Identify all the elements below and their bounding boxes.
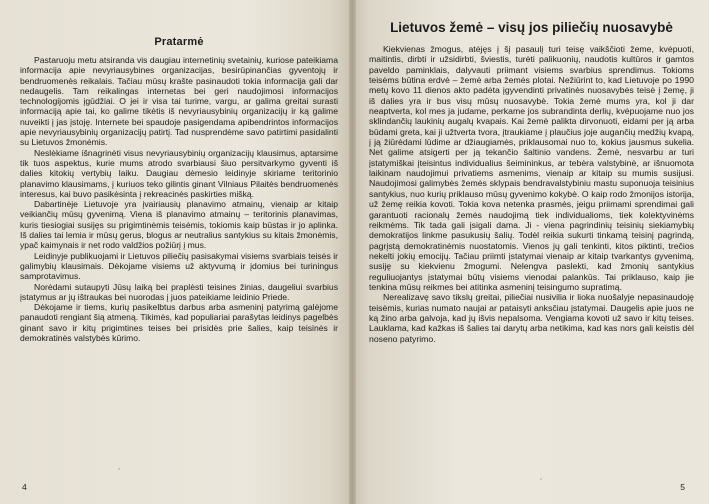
right-page-number: 5 bbox=[680, 482, 685, 492]
right-page bbox=[352, 0, 709, 504]
left-page bbox=[0, 0, 352, 504]
right-paragraph-2: Nerealizavę savo tikslų greitai, piliečiai nusivilia ir lioka nuošalyje nepasinaudoję teisėmis, kurias numato naujai ar pataisyti anksčiau įstatymai. Daugelis apie juos ne ką žino arba galvoja, kad jų išvis nepalsoma. Vengiama kovoti už savo ir kitų teises. Lauklama, kad kažkas iš šalies tai darytų arba netikima, kad kas nors gali keistis dėl noseno patyrimo. bbox=[369, 292, 694, 344]
left-page-number: 4 bbox=[22, 482, 27, 492]
right-paragraph-1: Kiekvienas žmogus, atėjęs į šį pasaulį turi teisę vaikščioti žeme, kvėpuoti, maitintis, dirbti ir užsidirbti, šviestis, turėti palikuonių, naudotis kultūros ir gamtos paveldo paminklais, dalyvauti priimant visiems svarbius sprendimus. Tokioms teisėms būtina erdvė – žemė arba žemės plotai. Nežiūrint to, kad Lietuvoje po 1990 metų kovo 11 dienos akto padėta įgyvendinti privatinės nuosavybės teisė į žemę, ji iš dalies yra ir bus visų mūsų nuosavybė. Tokia žemė mums yra, kol ji dar neaptverta, kol mes ja judame, perkame jos subrandinta derlių, kvėpuojame nuo jos sklindančių laukinių augalų kvapais. Kai žemė palikta dirvonuoti, eidami per ją arba būdami greta, kai ji užtverta tvora, įtraukiame į plaučius joje augančių medžių kvapą, į ją žiūrėdami lūdime ar džiaugiamės, priklausomai nuo to, kokius jausmus sukelia. Net galime atsigerti per ją tekančio šaltinio vandens. Žemė, nesvarbu ar turi įstatymiškai įteisintus individualius šeimininkus, ar tebėra valstybinė, ar išnuomota laikinam naudojimui privatiems asmenims, vienaip ar kitaip su mumis susijusi. Naudojimosi galimybės žemės sklypais bendravalstybiniu mastu suponuoja teisinius santykius, nuo kurių priklauso mūsų gyvenimo kokybė. O kaip rodo žmonijos istorija, už žemę reikia kovoti. Tokia kova netenka prasmės, jeigu priimami sprendimai gali garantuoti racionalų žemės naudojimą tiek individualioms, tiek kolektyvinėms reikmėms. Tik tada gali įsigali dama. Ji - viena pagrindinių teisinių siekiamybių demokratijos linkme pasukusių šalių. Todėl reikia sukurti tinkamą teisinį pagrindą, pagrįstą demokratinėmis nuostatomis. Vienos jų gali tenkinti, kitos piktinti, trečios nekelti jokių emocijų. Tačiau priimti įstatymai vienaip ar kitaip tvarkantys gyvenimą, susiję su kiekvienu žmogumi. Nelengva paslekti, kad žmonių santykius reguliuojantys įstatymai būtų visiems vienodai palankūs. Tai priklauso, kaip jie tenkina mūsų reikmes bei atitinka asmeninį teisingumo supratimą. bbox=[369, 44, 694, 292]
left-paragraph-2: Neslėkiame išnagrinėti visus nevyriausybinių organizacijų klausimus, aptarsime tik tuos aspektus, kurie mums atrodo svarbiausi šiuo persitvarkymo gyventi iš dalies kitokių vertybių laiku. Daugiau dėmesio leidinyje skiriame teritorinio planavimo klausimams, į kuriuos teko gilintis ginant Vilniaus Pilaitės bendruomenės interesus, kai buvo pasikėsinta į rekreacinės paskirties mišką. bbox=[20, 147, 338, 199]
paper-speck bbox=[118, 468, 120, 470]
left-paragraph-1: Pastaruoju metu atsiranda vis daugiau internetinių svetainių, kuriose pateikiama informacija apie nevyriausybines organizacijas, besirūpinančias gyventojų ir bendruomenės reikalais. Tačiau mūsų krašte pasinaudoti tokia informacija gali dar nedaugelis. Tam reikalingas internetas bei geri naudojimosi informacijos technologijomis įgūdžiai. O jei ir visa tai turime, vargu, ar galima greitai surasti informaciją apie tai, ko galime tikėtis iš nevyriausybinių organizacijų ir ką galime nuveikti į jas įstoję. Internete bei spaudoje pasigendama apibendrintos informacijos apie nevyriausybinių organizacijų patirtį. Tad nusprendėme savo patirtimi pasidalinti su Lietuvos žmonėmis. bbox=[20, 55, 338, 148]
paper-speck bbox=[540, 478, 542, 480]
chapter-heading: Lietuvos žemė – visų jos piliečių nuosavybė bbox=[390, 20, 673, 35]
book-gutter bbox=[349, 0, 356, 504]
left-paragraph-3: Dabartinėje Lietuvoje yra įvairiausių planavimo atmainų, vienaip ar kitaip veikiančių mūsų gyvenimą. Viena iš planavimo atmainų – teritorinis planavimas, kuris tiesiogiai susijęs su prigimtinėmis teisėmis, tokiomis kaip būstas ir jo aplinka. Iš dalies tai lemia ir mūsų gerus, blogus ar neutralius santykius su kitais žmonėmis, ypač kaimynais ir net rodo valdžios požiūrį į mus. bbox=[20, 199, 338, 251]
left-paragraph-5: Norėdami sutaupyti Jūsų laiką bei praplėsti teisines žinias, daugeliui svarbius įstatymus ar jų ištraukas bei nuorodas į juos pateikiame leidinio Priede. bbox=[20, 281, 338, 302]
left-paragraph-6: Dėkojame ir tiems, kurių pasikelbtus darbus arba asmeninį patyrimą galėjome panaudoti rengiant šią atmeną. Tikimės, kad populiariai parašytas leidinys pagelbės ginant savo ir kitų prigimtines teises bei prisidės prie šalies, kaip teisinės ir demokratinės valstybės kūrimo. bbox=[20, 302, 338, 344]
left-paragraph-4: Leidinyje publikuojami ir Lietuvos piliečių pasisakymai visiems svarbiais teisės ir galimybių klausimais. Dėkojame visiems už aktyvumą ir įdomius bei turiningus samprotavimus. bbox=[20, 250, 338, 282]
preface-heading: Pratarmė bbox=[154, 36, 204, 48]
